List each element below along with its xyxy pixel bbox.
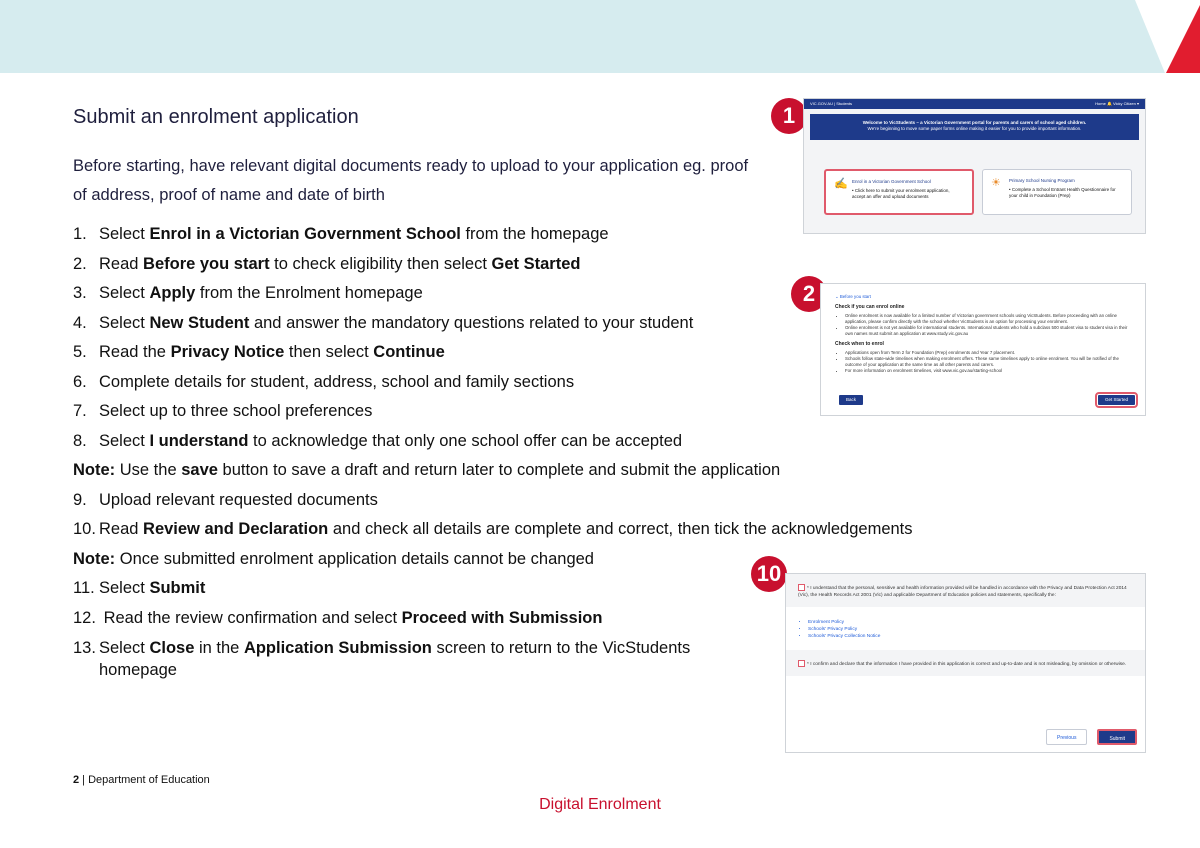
enrol-icon: ✍ — [834, 178, 848, 190]
form-actions — [1046, 729, 1137, 745]
note-submitted: Note: Once submitted enrolment application details cannot be changed — [73, 549, 594, 568]
policy-link[interactable]: • Enrolment Policy — [808, 619, 1145, 626]
note-save: Note: Use the save button to save a draft and return later to complete and submit the application — [73, 461, 781, 479]
document-name: Digital Enrolment — [539, 796, 661, 813]
step-badge-1: 1 — [771, 98, 807, 134]
step-12: 12. Read the review confirmation and select Proceed with Submission — [73, 608, 603, 627]
intro-line: of address, proof of name and date of birth — [73, 186, 385, 204]
screenshot-homepage — [803, 98, 1146, 234]
step-6: 6. Complete details for student, address, school and family sections — [73, 372, 575, 391]
step-11: 11. Select Submit — [73, 579, 206, 597]
intro-text — [73, 152, 793, 210]
step-10: 10. Read Review and Declaration and check all details are complete and correct, then tick the acknowledgements — [73, 520, 913, 538]
step-4: 4. Select New Student and answer the mandatory questions related to your student — [73, 313, 694, 332]
step-3: 3. Select Apply from the Enrolment homepage — [73, 284, 423, 302]
lightbulb-icon: ☀ — [991, 177, 1001, 189]
online-info-list: • Online enrolment is now available for a limited number of Victorian government schools using VicStudents. Before proceeding with an online application, please confirm directly with the school whether VicStudents is an option for processing your enrolment. • Online enrolment is not yet available for international students. International students who hold a subclass 500 student visa to student visa in their own names must submit an application at www.study.vic.gov.au — [835, 313, 1131, 337]
privacy-checkbox[interactable] — [798, 584, 805, 591]
check-online-heading: Check if you can enrol online — [835, 304, 905, 310]
header-band — [0, 0, 1165, 73]
step-badge-2: 2 — [791, 276, 827, 312]
before-you-start-toggle[interactable]: ⌄ Before you start — [835, 294, 871, 299]
step-9: 9. Upload relevant requested documents — [73, 490, 378, 509]
step-13: 13. Select Close in the Application Submission screen to return to the VicStudents homepage — [73, 639, 691, 679]
header-accent-triangle — [1166, 5, 1200, 73]
page-title: Submit an enrolment application — [73, 106, 359, 128]
page-footer: 2 | Department of Education — [73, 774, 210, 786]
welcome-banner: Welcome to VicStudents – a Victorian Government portal for parents and carers of school aged children. We're beginning to move some paper forms online making it easier for you to provide important information. — [810, 114, 1139, 140]
step-8: 8. Select I understand to acknowledge that only one school offer can be accepted — [73, 431, 683, 450]
intro-line: Before starting, have relevant digital documents ready to upload to your application eg. proof — [73, 157, 749, 175]
portal-nav-bar: VIC.GOV.AU | Students Home 🔔 Vicky Citizen ▾ — [804, 99, 1145, 109]
step-1: 1. Select Enrol in a Victorian Government School from the homepage — [73, 225, 609, 243]
previous-button[interactable]: Previous — [1046, 729, 1087, 745]
get-started-button[interactable]: Get Started — [1098, 395, 1135, 405]
screenshot-declaration — [785, 573, 1146, 753]
privacy-acknowledgement: * I understand that the personal, sensitive and health information provided will be handled in accordance with the Privacy and Data Protection Act 2014 (Vic), the Health Records Act 2001 (Vic) and applicable Department of Education policies and statements, specifically the: — [786, 574, 1145, 607]
check-when-heading: Check when to enrol — [835, 341, 884, 347]
screenshot-before-you-start — [820, 283, 1146, 416]
nursing-program-card[interactable]: ☀ Primary School Nursing Program • Complete a School Entrant Health Questionnaire for your child in Foundation (Prep) — [982, 169, 1132, 215]
page-number: 2 — [73, 774, 80, 786]
policy-link[interactable]: • Schools' Privacy Policy — [808, 626, 1145, 633]
declaration-checkbox[interactable] — [798, 660, 805, 667]
step-5: 5. Read the Privacy Notice then select Continue — [73, 343, 445, 361]
timing-info-list: • Applications open from Term 2 for Foundation (Prep) enrolments and Year 7 placement. • Schools follow state-wide timelines when making enrolment offers. These same timelines apply to online enrolment. You will be notified of the outcome of your application at the same time as all other parents and carers. • For more information on enrolment timelines, visit www.vic.gov.au/starting-school — [835, 350, 1131, 374]
submit-button[interactable]: Submit — [1097, 729, 1137, 745]
declaration-acknowledgement: * I confirm and declare that the information I have provided in this application is correct and up-to-date and is not misleading, by omission or otherwise. — [786, 650, 1145, 676]
back-button[interactable]: Back — [839, 395, 863, 405]
step-7: 7. Select up to three school preferences — [73, 402, 373, 420]
step-badge-10: 10 — [751, 556, 787, 592]
department-name: Department of Education — [88, 774, 210, 786]
step-2: 2. Read Before you start to check eligibility then select Get Started — [73, 254, 581, 273]
enrol-school-card[interactable]: ✍ Enrol in a Victorian Government School • Click here to submit your enrolment application, accept an offer and upload documents — [824, 169, 974, 215]
policy-link[interactable]: • Schools' Privacy Collection Notice — [808, 633, 1145, 640]
policy-links — [786, 607, 1145, 650]
header-banner — [0, 0, 1200, 73]
